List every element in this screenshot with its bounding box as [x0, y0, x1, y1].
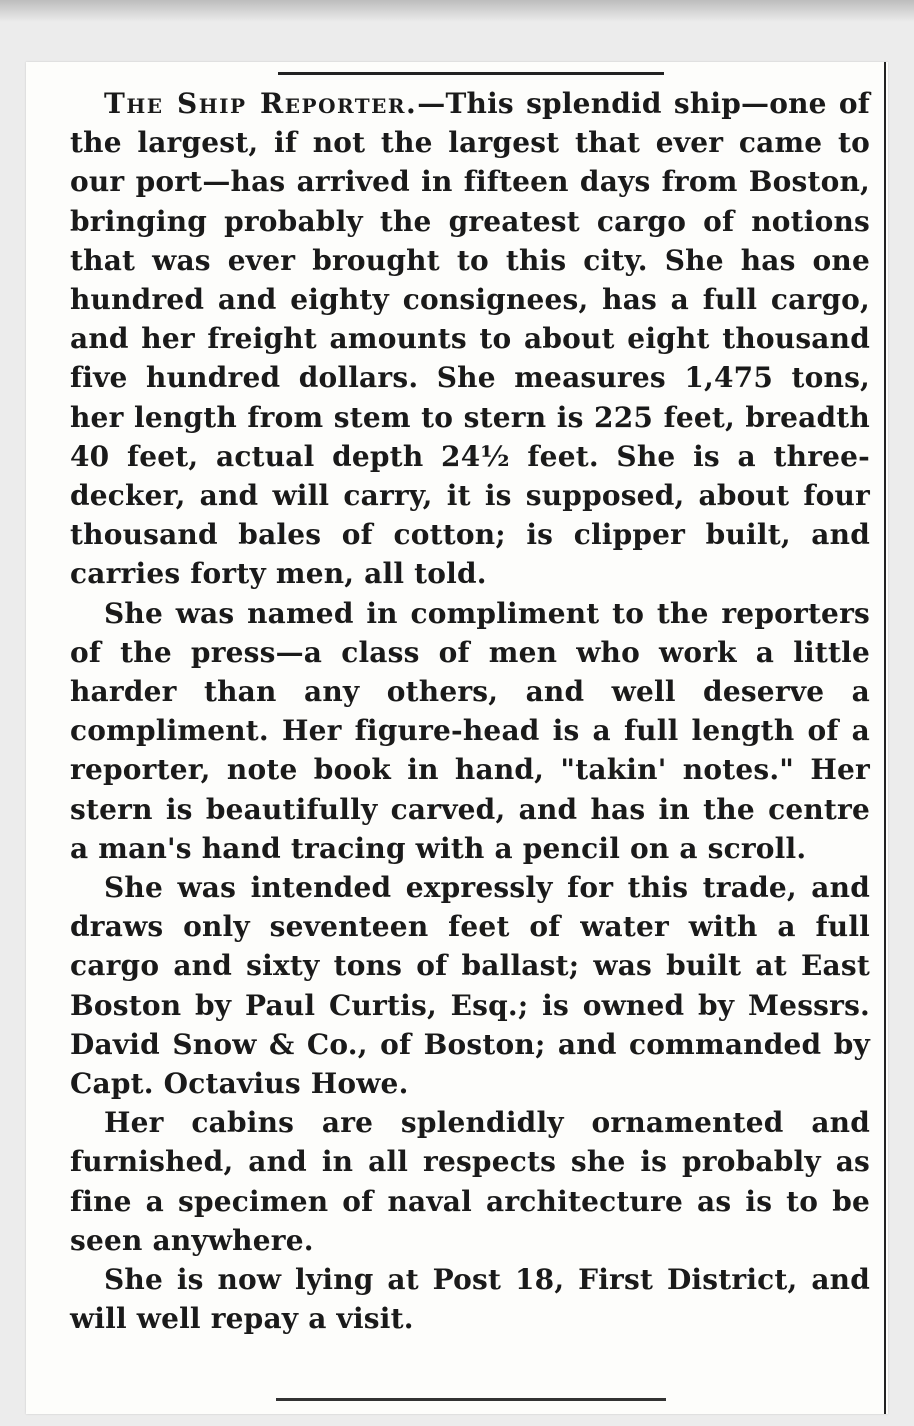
article-body: [70, 84, 870, 1339]
article-paragraph-2: She was named in compliment to the reporters of the press—a class of men who work a little harder than any others, and well deserve a compliment. Her figure-head is a full length of a reporter, note book in hand, "takin' notes." Her stern is beautifully carved, and has in the centre a man's hand tracing with a pencil on a scroll.: [70, 596, 870, 865]
article-paragraph-4: Her cabins are splendidly ornamented and furnished, and in all respects she is probably as fine a specimen of naval architecture as is to be seen anywhere.: [70, 1106, 870, 1257]
article-paragraph-1: [70, 84, 870, 594]
newspaper-clipping: [26, 62, 888, 1414]
column-rule-bottom: [276, 1398, 666, 1401]
column-rule-right: [884, 62, 886, 1414]
article-paragraph-5: She is now lying at Post 18, First District, and will well repay a visit.: [70, 1263, 870, 1336]
article-lead-text: —This splendid ship—one of the largest, if not the largest that ever came to our port—has arrived in fifteen days from Boston, bringing probably the greatest cargo of notions that was ever brought to this city. She has one hundred and eighty consignees, has a full cargo, and her freight amounts to about eight thousand five hundred dollars. She measures 1,475 tons, her length from stem to stern is 225 feet, breadth 40 feet, actual depth 24½ feet. She is a three-decker, and will carry, it is supposed, about four thousand bales of cotton; is clipper built, and carries forty men, all told.: [70, 87, 870, 591]
column-rule-top: [278, 72, 664, 75]
article-paragraph-3: She was intended expressly for this trade, and draws only seventeen feet of water with a full cargo and sixty tons of ballast; was built at East Boston by Paul Curtis, Esq.; is owned by Messrs. David Snow & Co., of Boston; and commanded by Capt. Octavius Howe.: [70, 871, 870, 1101]
article-headline: The Ship Reporter.: [104, 87, 418, 120]
viewer-top-edge: [0, 0, 914, 22]
